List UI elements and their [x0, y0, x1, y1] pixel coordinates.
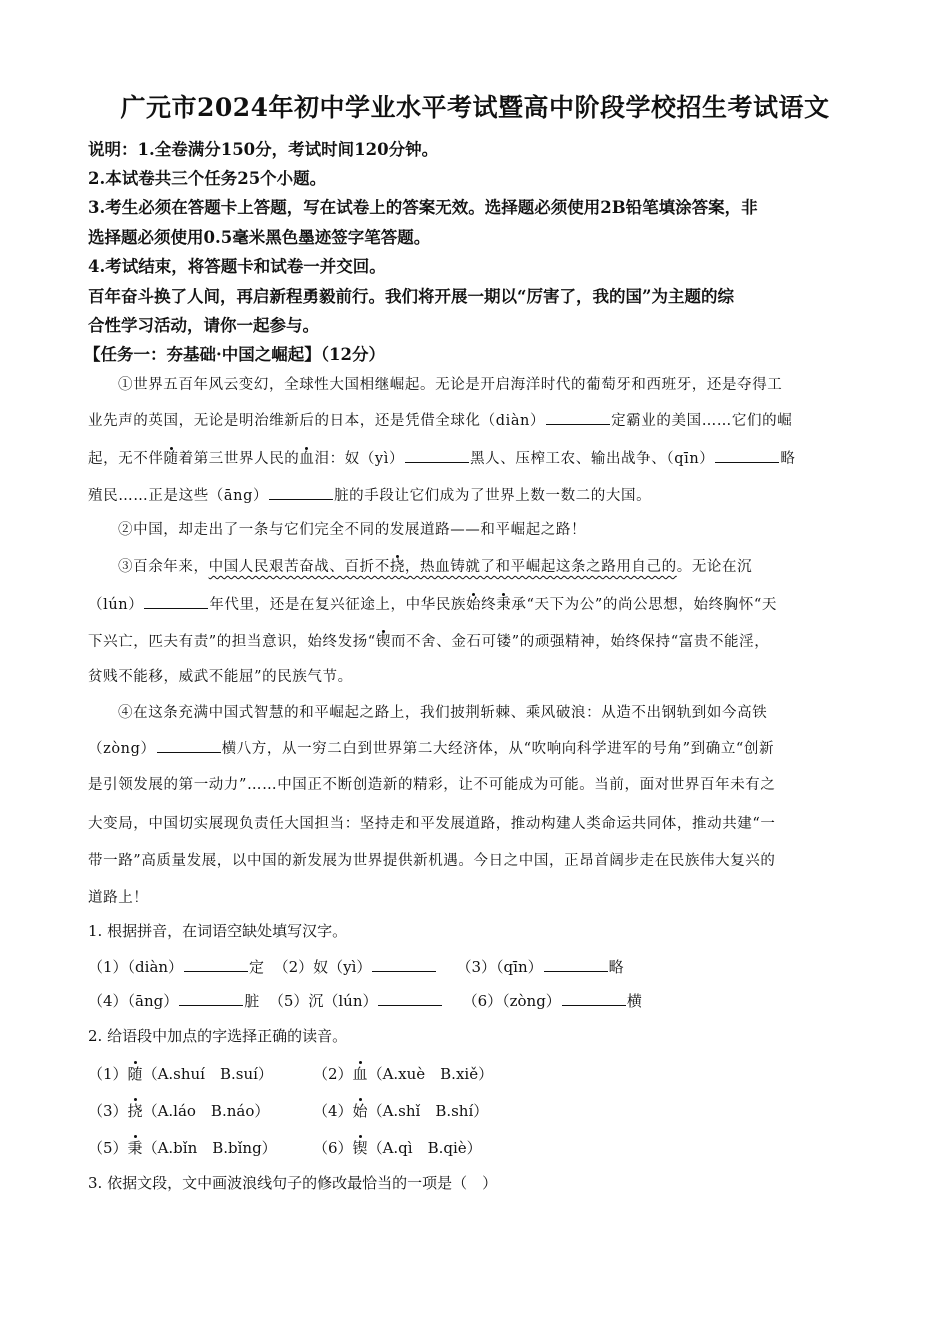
note-line-4: 选择题必须使用0.5毫米黑色墨迹签字笔答题。	[88, 228, 431, 247]
answer-blank[interactable]	[562, 992, 626, 1006]
options: （A.qì B.qiè）	[367, 1139, 482, 1157]
item-label: （2）奴（yì）	[273, 958, 372, 976]
options: （A.bǐn B.bǐng）	[142, 1139, 277, 1157]
question-1-stem: 1. 根据拼音，在词语空缺处填写汉字。	[88, 922, 348, 940]
answer-blank[interactable]	[378, 992, 442, 1006]
passage-text: 而不舍、金石可镂”的顽强精神，始终保持“富贵不能淫，	[390, 634, 770, 650]
item-num: （5）	[88, 1139, 128, 1157]
options: （A.xuè B.xiě）	[367, 1065, 494, 1083]
passage-line: 道路上！	[88, 890, 149, 906]
dotted-char: 始	[466, 597, 482, 613]
wavy-text: ，热血铸就了和平崛起这条之路用自己的	[404, 559, 677, 575]
dotted-char: 秉	[496, 597, 512, 613]
passage-line	[88, 630, 769, 651]
passage-text: ③百余年来，	[118, 559, 209, 575]
pronunciation-item[interactable]	[88, 1137, 313, 1158]
passage-line: 贫贱不能移，威武不能屈”的民族气节。	[88, 669, 353, 685]
passage-line	[88, 593, 777, 614]
question-2-stem: 2. 给语段中加点的字选择正确的读音。	[88, 1027, 348, 1045]
question-3-stem: 3. 依据文段，文中画波浪线句子的修改最恰当的一项是（ ）	[88, 1174, 498, 1192]
passage-line	[88, 484, 651, 505]
fill-blank	[157, 739, 221, 753]
passage-line	[88, 737, 774, 758]
passage-text: 定霸业的美国……它们的崛	[611, 413, 793, 429]
dotted-char: 始	[352, 1102, 368, 1120]
options: （A.láo B.náo）	[142, 1102, 270, 1120]
dotted-char: 随	[163, 451, 179, 467]
passage-text: 终	[481, 597, 497, 613]
passage-line	[118, 555, 752, 576]
item-suffix: 略	[608, 958, 624, 976]
question-2-row	[88, 1137, 482, 1158]
intro-line-1: 百年奋斗换了人间，再启新程勇毅前行。我们将开展一期以“厉害了，我的国”为主题的综	[88, 287, 734, 306]
passage-text: （lún）	[88, 597, 144, 613]
question-1-row	[88, 956, 624, 977]
passage-line: ④在这条充满中国式智慧的和平崛起之路上，我们披荆斩棘、乘风破浪：从造不出钢轨到如今高铁	[118, 705, 768, 721]
dotted-char: 血	[299, 451, 315, 467]
passage-text: 殖民……正是这些（āng）	[88, 488, 269, 504]
item-num: （2）	[313, 1065, 353, 1083]
item-num: （4）	[313, 1102, 353, 1120]
intro-line-2: 合性学习活动，请你一起参与。	[88, 316, 319, 335]
fill-blank	[405, 449, 469, 463]
item-suffix: 定	[249, 958, 265, 976]
passage-text: 横八方，从一穷二白到世界第二大经济体，从“吹响向科学进军的号角”到确立“创新	[221, 741, 775, 757]
dotted-char: 挠	[389, 559, 405, 575]
wavy-text: 中国人民艰苦奋战、百折不	[208, 559, 390, 575]
options: （A.shuí B.suí）	[142, 1065, 273, 1083]
fill-blank	[144, 595, 208, 609]
item-label: （5）沉（lún）	[268, 992, 378, 1010]
passage-text: 年代里，还是在复兴征途上，中华民族	[209, 597, 467, 613]
answer-blank[interactable]	[184, 958, 248, 972]
passage-text: 泪：奴（yì）	[314, 451, 405, 467]
question-2-row	[88, 1100, 488, 1121]
passage-text: 着第三世界人民的	[178, 451, 300, 467]
task-heading: 【任务一：夯基础·中国之崛起】（12分）	[84, 345, 385, 364]
wavy-underlined-sentence	[209, 559, 677, 575]
passage-line: 带一路”高质量发展，以中国的新发展为世界提供新机遇。今日之中国，正昂首阔步走在民族伟大复兴的	[88, 853, 776, 869]
pronunciation-item[interactable]	[88, 1063, 313, 1084]
item-num: （6）	[313, 1139, 353, 1157]
note-line-5: 4.考试结束，将答题卡和试卷一并交回。	[88, 257, 386, 276]
passage-line: ①世界五百年风云变幻，全球性大国相继崛起。无论是开启海洋时代的葡萄牙和西班牙，还是夺得工	[118, 377, 783, 393]
dotted-char: 锲	[352, 1139, 368, 1157]
item-label: （3）（qīn）	[456, 958, 543, 976]
item-suffix: 脏	[244, 992, 260, 1010]
answer-blank[interactable]	[372, 958, 436, 972]
item-label: （6）（zòng）	[462, 992, 561, 1010]
passage-text: 下兴亡，匹夫有责”的担当意识，始终发扬“	[88, 634, 376, 650]
item-num: （3）	[88, 1102, 128, 1120]
passage-text: 黑人、压榨工农、输出战争、（qīn）	[470, 451, 715, 467]
pronunciation-item[interactable]	[313, 1137, 482, 1158]
item-label: （1）（diàn）	[88, 958, 184, 976]
passage-text: 。无论在沉	[676, 559, 753, 575]
passage-line	[88, 447, 795, 468]
answer-blank[interactable]	[544, 958, 608, 972]
item-suffix: 横	[626, 992, 642, 1010]
passage-text: 略	[780, 451, 796, 467]
passage-text: 起，无不伴	[88, 451, 164, 467]
pronunciation-item[interactable]	[88, 1100, 313, 1121]
dotted-char: 随	[127, 1065, 143, 1083]
question-2-row	[88, 1063, 493, 1084]
note-line-2: 2.本试卷共三个任务25个小题。	[88, 169, 327, 188]
fill-blank	[269, 486, 333, 500]
pronunciation-item[interactable]	[313, 1063, 493, 1084]
passage-text: 业先声的英国，无论是明治维新后的日本，还是凭借全球化（diàn）	[88, 413, 546, 429]
pronunciation-item[interactable]	[313, 1100, 488, 1121]
passage-line: 大变局，中国切实展现负责任大国担当：坚持走和平发展道路，推动构建人类命运共同体，推动共建“一	[88, 816, 776, 832]
options: （A.shǐ B.shí）	[367, 1102, 489, 1120]
passage-text: 脏的手段让它们成为了世界上数一数二的大国。	[334, 488, 652, 504]
note-line-1: 说明：1.全卷满分150分，考试时间120分钟。	[88, 140, 439, 159]
passage-line: ②中国，却走出了一条与它们完全不同的发展道路——和平崛起之路！	[118, 522, 587, 538]
dotted-char: 锲	[375, 634, 391, 650]
fill-blank	[715, 449, 779, 463]
dotted-char: 挠	[127, 1102, 143, 1120]
fill-blank	[546, 411, 610, 425]
item-label: （4）（āng）	[88, 992, 179, 1010]
passage-line: 是引领发展的第一动力”……中国正不断创造新的精彩，让不可能成为可能。当前，面对世界百年未有之	[88, 777, 776, 793]
passage-text: （zòng）	[88, 741, 156, 757]
passage-line	[88, 409, 792, 430]
dotted-char: 秉	[127, 1139, 143, 1157]
passage-text: 承“天下为公”的尚公思想，始终胸怀“天	[511, 597, 777, 613]
item-num: （1）	[88, 1065, 128, 1083]
dotted-char: 血	[352, 1065, 368, 1083]
answer-blank[interactable]	[179, 992, 243, 1006]
exam-title: 广元市2024年初中学业水平考试暨高中阶段学校招生考试语文	[120, 93, 830, 122]
question-1-row	[88, 990, 642, 1011]
note-line-3: 3.考生必须在答题卡上答题，写在试卷上的答案无效。选择题必须使用2B铅笔填涂答案，非	[88, 198, 758, 217]
